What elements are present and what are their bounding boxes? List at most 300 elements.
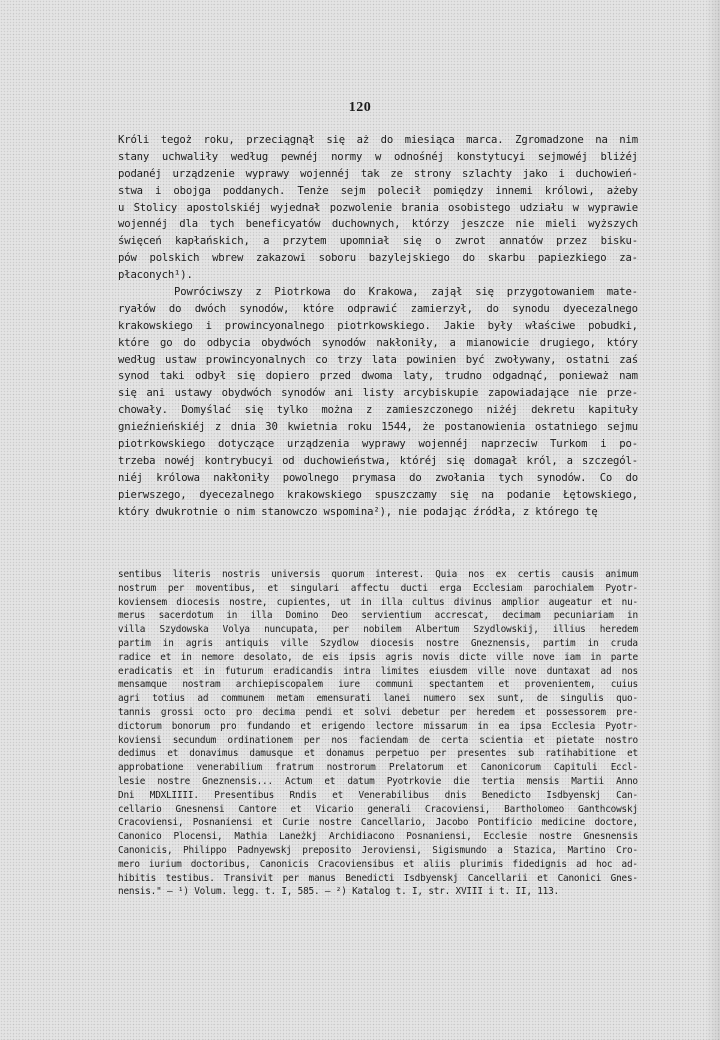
word: a xyxy=(566,454,573,467)
word: Vicario xyxy=(315,803,354,815)
word: odgadnąć, xyxy=(492,370,549,383)
word: preposito xyxy=(302,844,352,856)
word: iure xyxy=(338,679,360,691)
footnote-line xyxy=(118,830,638,844)
word: nostrorum xyxy=(326,762,376,774)
word: Łętowskiego, xyxy=(563,488,638,501)
word: nostrum xyxy=(118,582,157,594)
word: marca. xyxy=(466,134,504,146)
word: podanéj xyxy=(118,167,162,180)
footnote-line xyxy=(118,858,638,872)
word: Transivit xyxy=(224,872,274,884)
word: hoc xyxy=(596,858,613,870)
word: nim xyxy=(619,134,638,146)
word: i xyxy=(558,167,565,180)
word: Gneznensis... xyxy=(202,775,273,787)
word: ducti xyxy=(400,582,428,594)
word: któréj xyxy=(399,454,438,467)
word: quorum xyxy=(331,569,364,580)
word: Curie xyxy=(282,817,310,829)
footnote-line xyxy=(118,692,638,706)
word: ipsa xyxy=(519,720,542,732)
word: iam xyxy=(564,651,581,663)
word: parte xyxy=(610,651,638,663)
word: et xyxy=(627,748,638,760)
word: cupientes, xyxy=(276,596,332,608)
word: nove xyxy=(532,651,555,663)
word: Capituli xyxy=(553,762,598,774)
word: ryałów xyxy=(118,302,156,315)
word: communi xyxy=(375,679,414,691)
footnote-line xyxy=(118,568,638,582)
word: dnis xyxy=(444,789,467,801)
word: lanei xyxy=(383,693,411,705)
word: domagał xyxy=(473,454,518,467)
word: do xyxy=(409,471,422,484)
word: brania xyxy=(401,201,439,214)
word: et xyxy=(182,665,194,677)
word: polskich xyxy=(149,252,200,265)
word: Króli xyxy=(118,134,150,146)
word: communem xyxy=(220,693,265,705)
word: faciendam xyxy=(358,734,408,746)
word: nuncupata, xyxy=(264,624,319,636)
word: Albertum xyxy=(415,624,460,636)
word: per xyxy=(430,748,447,760)
word: gnieźnieńskiéj xyxy=(118,421,206,434)
word: Rndis xyxy=(289,789,317,801)
word: polecił xyxy=(377,184,422,197)
footnote-line: nensis." — ¹) Volum. legg. t. I, 585. — ²) Katalog t. I, str. XVIII i t. II, 113. xyxy=(118,886,559,898)
word: naprzeciw xyxy=(481,438,538,451)
word: i xyxy=(600,438,607,451)
word: mensis xyxy=(526,775,560,787)
word: nostro xyxy=(605,734,638,746)
word: spuszczamy xyxy=(374,488,437,501)
word: aż xyxy=(356,134,370,146)
word: et xyxy=(167,748,179,760)
word: fundando xyxy=(246,720,291,732)
word: duntaxat xyxy=(546,665,591,677)
word: emensurati xyxy=(316,693,371,705)
word: per xyxy=(332,624,350,636)
word: dekretu xyxy=(531,404,575,417)
word: et xyxy=(456,762,468,774)
word: i xyxy=(205,319,212,332)
word: pozwolenie xyxy=(329,201,393,214)
word: quo- xyxy=(616,693,638,705)
word: Canonicorum xyxy=(480,762,541,774)
word: 30 xyxy=(265,421,278,434)
word: Cracoviensibus xyxy=(317,858,395,870)
word: partim xyxy=(118,637,151,649)
text-line xyxy=(118,250,638,267)
word: solvi xyxy=(364,706,392,718)
word: ratihabitione xyxy=(545,748,616,760)
word: piotrkowskiego xyxy=(118,438,206,451)
word: servientium xyxy=(361,610,422,622)
word: divinus xyxy=(453,596,492,608)
word: de xyxy=(418,734,430,746)
word: sunt, xyxy=(497,693,525,705)
word: co xyxy=(315,353,328,366)
word: do xyxy=(183,336,196,349)
word: się xyxy=(118,387,137,400)
word: Quia xyxy=(435,569,458,580)
word: niéj xyxy=(118,471,143,484)
text-line xyxy=(118,335,638,352)
word: in xyxy=(226,610,238,622)
word: dopiero xyxy=(265,370,310,383)
word: prymasa xyxy=(352,471,396,484)
word: nobilem xyxy=(363,624,402,636)
text-line xyxy=(118,436,638,453)
text-line xyxy=(118,470,638,487)
word: trzy xyxy=(337,353,363,366)
word: literis xyxy=(172,569,211,580)
word: eiusdem xyxy=(429,665,468,677)
word: certis xyxy=(517,569,551,580)
word: cuius xyxy=(610,679,638,691)
word: cultus xyxy=(411,596,445,608)
word: król, xyxy=(526,454,558,467)
word: missarum xyxy=(423,720,468,732)
text-line xyxy=(118,453,638,470)
word: dnia xyxy=(230,421,256,434)
word: in xyxy=(360,596,372,608)
word: dotyczące xyxy=(218,438,275,451)
word: decimam xyxy=(502,610,541,622)
word: Piotrkowa xyxy=(274,286,331,299)
word: illa xyxy=(380,596,403,608)
word: accrescat, xyxy=(434,610,490,622)
word: który xyxy=(606,336,638,349)
word: et xyxy=(300,720,312,732)
word: które xyxy=(302,302,334,315)
word: skarbu xyxy=(487,252,526,265)
word: do xyxy=(462,252,475,265)
word: bonorum xyxy=(171,720,210,732)
word: grossi xyxy=(160,706,194,718)
word: dedimus xyxy=(118,748,157,760)
word: wyprawie xyxy=(588,201,638,214)
word: per xyxy=(282,872,300,884)
word: nie xyxy=(578,387,598,400)
word: et xyxy=(290,803,302,815)
word: pre- xyxy=(616,706,638,718)
word: Eccl- xyxy=(610,762,638,774)
word: pobudki, xyxy=(588,319,638,332)
word: przed xyxy=(319,370,351,383)
word: Venerabilibus xyxy=(358,789,430,801)
word: były xyxy=(487,319,513,332)
word: Co xyxy=(599,471,613,484)
word: obydwóch xyxy=(261,336,312,349)
word: sub xyxy=(517,748,534,760)
word: nostram xyxy=(182,679,221,691)
word: królowi, xyxy=(544,184,595,197)
word: secundum xyxy=(172,734,217,746)
word: się xyxy=(475,286,494,299)
word: Canonicis, xyxy=(118,844,173,856)
word: beneficyatów xyxy=(245,218,321,231)
word: synodów xyxy=(281,387,325,400)
word: pro xyxy=(235,706,253,718)
word: Stazica, xyxy=(513,844,557,856)
word: roku xyxy=(346,421,372,434)
word: affectu xyxy=(350,582,389,594)
word: Martino xyxy=(567,844,606,856)
word: mieli xyxy=(545,218,577,231)
footnote-line xyxy=(118,678,638,692)
word: et xyxy=(160,651,172,663)
word: manus xyxy=(308,872,336,884)
word: wojennéj xyxy=(300,167,350,180)
word: ad- xyxy=(621,858,638,870)
footnote-line xyxy=(118,706,638,720)
text-line xyxy=(118,183,638,200)
footnote-line xyxy=(118,609,638,623)
word: numero xyxy=(423,693,456,705)
word: prowincyonalnych xyxy=(205,353,306,366)
word: tylko xyxy=(276,404,308,417)
word: a xyxy=(497,844,503,856)
word: do xyxy=(380,134,394,146)
word: provenientem, xyxy=(524,679,596,691)
word: spectantem xyxy=(428,679,484,691)
word: erigendo xyxy=(321,720,366,732)
word: właściwe xyxy=(525,319,576,332)
word: per xyxy=(167,582,185,594)
word: obydwóch xyxy=(221,387,272,400)
word: pecuniariam xyxy=(553,610,614,622)
word: kwietnia xyxy=(287,421,338,434)
text-line xyxy=(118,352,638,369)
text-line xyxy=(118,233,638,250)
word: nostris xyxy=(221,569,261,580)
word: de xyxy=(536,693,548,705)
word: universis xyxy=(271,569,321,580)
word: causis xyxy=(561,569,595,580)
word: partim xyxy=(542,637,576,649)
word: in xyxy=(203,665,215,677)
word: in xyxy=(627,610,638,622)
word: cellario xyxy=(118,803,162,815)
word: nostre xyxy=(426,637,459,649)
word: Cantore xyxy=(238,803,277,815)
word: Actum xyxy=(285,775,313,787)
word: powinien xyxy=(406,353,457,366)
footnote-line xyxy=(118,582,638,596)
word: prowincyonalnego xyxy=(224,319,325,332)
word: zamieszczonego xyxy=(385,404,473,417)
word: za- xyxy=(619,252,638,265)
footnote-line xyxy=(118,623,638,637)
word: Jeroviensi, xyxy=(361,844,422,856)
word: się xyxy=(244,404,264,417)
word: piotrkowskiego. xyxy=(337,319,431,332)
word: w xyxy=(572,201,579,214)
word: poddanych. xyxy=(222,184,286,197)
word: ad xyxy=(600,665,612,677)
word: przez xyxy=(556,235,588,248)
word: pomiędzy xyxy=(433,184,484,197)
word: do xyxy=(625,471,638,484)
word: w xyxy=(375,150,382,163)
word: do xyxy=(343,286,356,299)
word: de xyxy=(302,651,314,663)
word: dyecezalnego xyxy=(199,488,275,501)
word: się xyxy=(326,134,345,146)
word: drugiego, xyxy=(539,336,596,349)
word: et xyxy=(324,775,336,787)
word: uchwaliły xyxy=(161,150,218,163)
word: debetur xyxy=(401,706,440,718)
text-line xyxy=(118,132,638,149)
word: niżéj xyxy=(486,404,518,417)
word: stwa xyxy=(118,184,143,197)
word: według xyxy=(118,353,156,366)
word: scientia xyxy=(479,734,523,746)
word: Szydowska xyxy=(159,624,209,636)
word: ostatni xyxy=(566,353,610,366)
word: Isdbyenskj xyxy=(546,789,601,801)
word: Cracoviensi, xyxy=(424,803,491,815)
text-line xyxy=(118,419,638,436)
word: synodu xyxy=(512,302,550,315)
word: ani xyxy=(334,387,354,400)
word: konstytucyi xyxy=(456,150,526,163)
footnote-line xyxy=(118,637,638,651)
word: Canonicis xyxy=(259,858,309,870)
word: pro xyxy=(220,720,237,732)
word: merus xyxy=(118,610,146,622)
word: et xyxy=(403,858,415,870)
word: chowały. xyxy=(118,404,168,417)
word: ani xyxy=(146,387,166,400)
text-line xyxy=(118,216,638,233)
word: Krakowa, xyxy=(368,286,419,299)
word: innemi xyxy=(495,184,533,197)
word: pewnéj xyxy=(280,150,319,163)
word: na xyxy=(595,134,608,146)
footnote-line xyxy=(118,816,638,830)
word: venerabilium xyxy=(196,762,262,774)
word: wyprawy xyxy=(245,167,290,180)
word: ville xyxy=(496,651,524,663)
word: certa xyxy=(440,734,469,746)
word: Ecclesie xyxy=(483,831,528,843)
word: tannis xyxy=(118,706,151,718)
word: soboru xyxy=(318,252,356,265)
word: na xyxy=(481,488,494,501)
word: trudno xyxy=(444,370,482,383)
word: sejmowéj xyxy=(537,150,588,163)
word: aliis xyxy=(423,858,451,870)
word: a xyxy=(263,235,270,248)
footnote-line xyxy=(118,596,638,610)
word: Philippo xyxy=(183,844,227,856)
word: in xyxy=(477,720,489,732)
word: dicte xyxy=(459,651,487,663)
word: wbrew xyxy=(212,252,244,265)
word: et xyxy=(332,789,344,801)
word: Ecclesiam xyxy=(473,582,523,594)
word: duchowieństwa, xyxy=(303,454,391,467)
word: się xyxy=(446,454,465,467)
word: heredem xyxy=(599,624,638,636)
word: donamus xyxy=(326,748,365,760)
word: nos xyxy=(468,569,485,580)
word: nostre xyxy=(318,817,352,829)
word: iurium xyxy=(148,858,182,870)
word: dictorum xyxy=(118,720,162,732)
word: intra xyxy=(343,665,371,677)
word: miesiąca xyxy=(404,134,455,146)
word: ex xyxy=(495,569,507,580)
word: decima xyxy=(262,706,296,718)
word: Sigismundo xyxy=(432,844,487,856)
word: et xyxy=(267,582,279,594)
word: zwołania xyxy=(434,471,485,484)
word: eradicandis xyxy=(273,665,334,677)
word: parochialem xyxy=(533,582,594,594)
word: normy xyxy=(331,150,363,163)
word: Szydlow xyxy=(320,637,359,649)
word: a xyxy=(449,336,456,349)
word: królowa xyxy=(156,471,200,484)
word: lesie xyxy=(118,775,146,787)
footnote-line xyxy=(118,651,638,665)
word: Domino xyxy=(285,610,319,622)
word: go xyxy=(160,336,173,349)
word: stany xyxy=(118,150,150,163)
word: diocesis xyxy=(370,637,414,649)
word: synodów, xyxy=(239,302,290,315)
word: ażeby xyxy=(606,184,638,197)
footnote-line xyxy=(118,844,638,858)
word: generali xyxy=(367,803,411,815)
word: Gnesnensis xyxy=(583,831,638,843)
word: tych xyxy=(498,471,524,484)
word: urządzenie xyxy=(172,167,235,180)
word: szczegól- xyxy=(581,454,638,467)
word: Canonici xyxy=(557,872,602,884)
word: kontrybucyi xyxy=(204,454,274,467)
word: damusque xyxy=(249,748,293,760)
word: Volya xyxy=(222,624,250,636)
word: perpetuo xyxy=(375,748,419,760)
word: ustaw xyxy=(165,353,197,366)
word: nove xyxy=(514,665,537,677)
word: erga xyxy=(439,582,462,594)
word: heredem xyxy=(476,706,515,718)
word: sentibus xyxy=(118,569,162,580)
text-line xyxy=(118,487,638,504)
word: sacerdotum xyxy=(158,610,214,622)
word: kapłańskich, xyxy=(174,235,250,248)
word: desolato, xyxy=(243,651,293,663)
word: święceń xyxy=(118,235,162,248)
word: mianowicie xyxy=(466,336,529,349)
word: dla xyxy=(179,218,198,231)
word: Benedicto xyxy=(481,789,531,801)
word: ordinationem xyxy=(227,734,293,746)
word: ponieważ xyxy=(558,370,609,383)
word: odprawić xyxy=(347,302,398,315)
word: novis xyxy=(422,651,450,663)
word: donavimus xyxy=(189,748,239,760)
